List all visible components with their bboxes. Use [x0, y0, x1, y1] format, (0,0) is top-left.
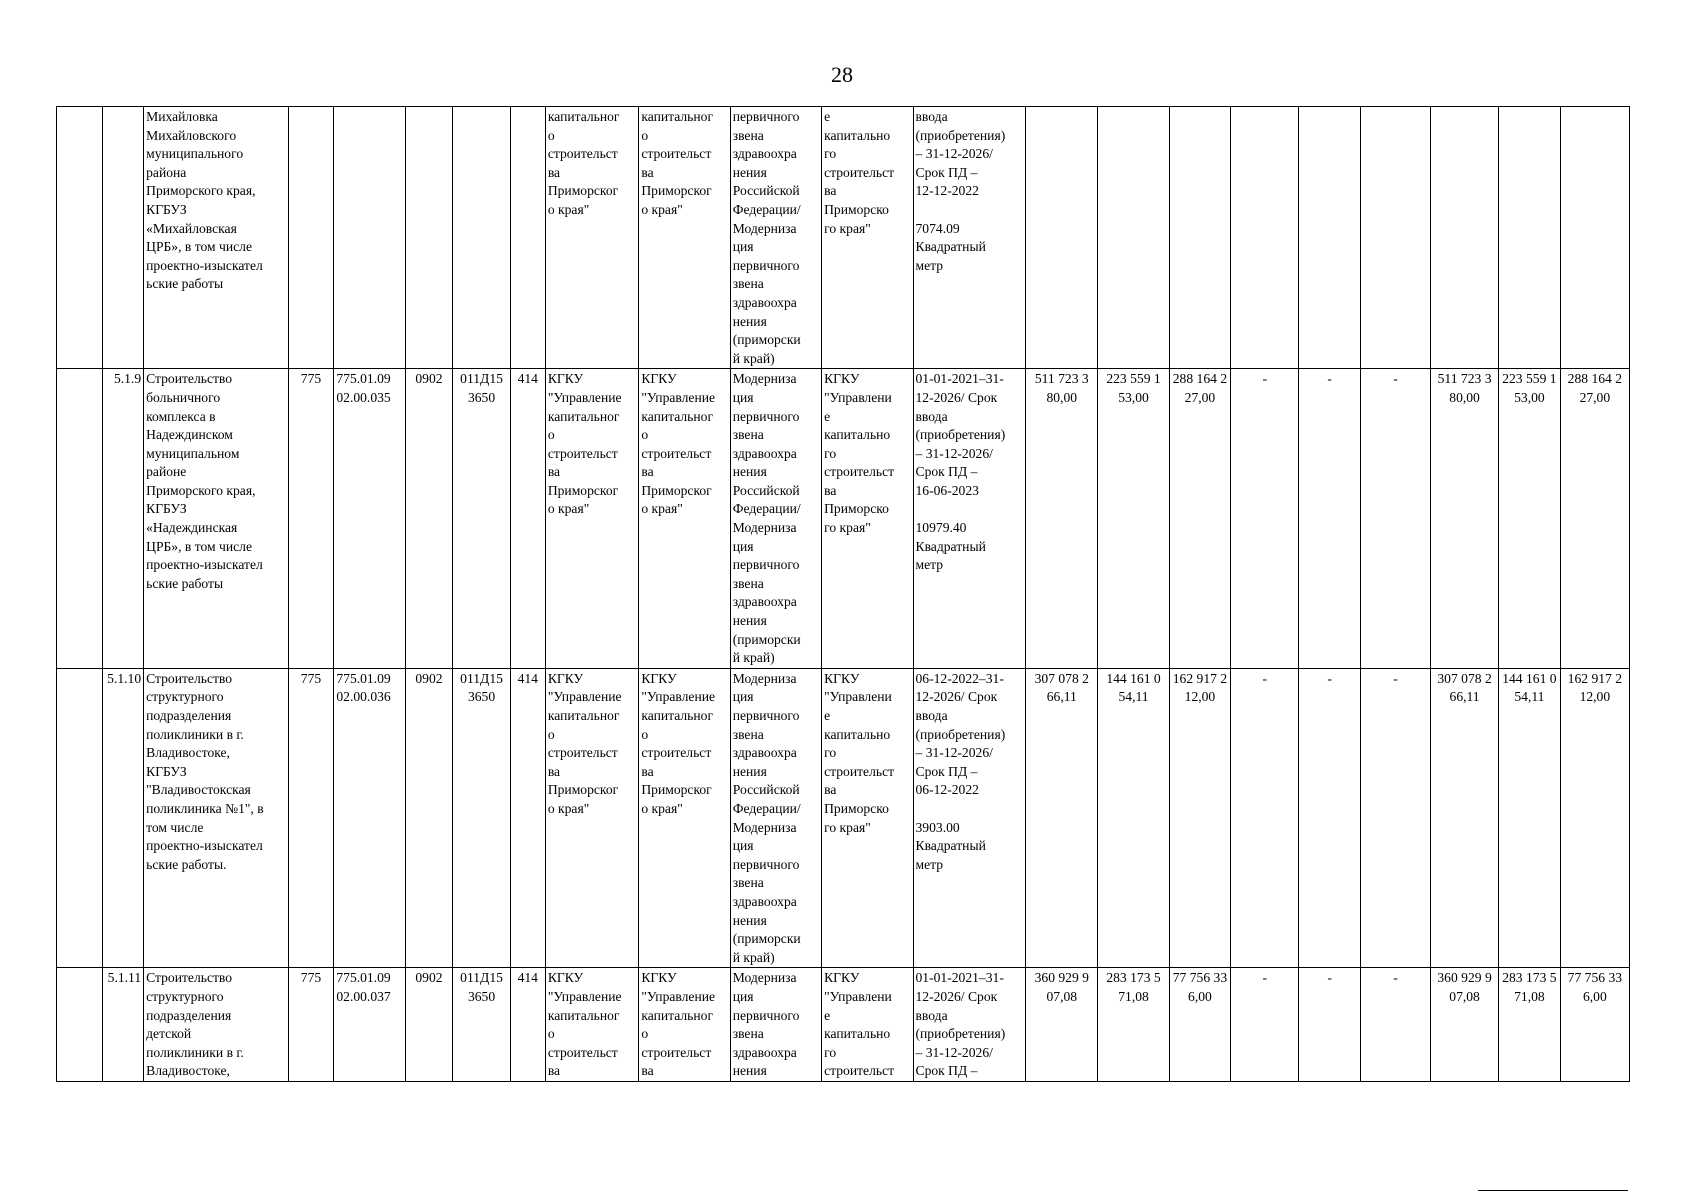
total-amount-cell: 360 929 9 07,08 — [1026, 968, 1098, 1082]
period-capacity-cell: 01-01-2021–31- 12-2026/ Срок ввода (приобретения) – 31-12-2026/ Срок ПД – 16-06-2023 10979.40 Квадратный метр — [913, 369, 1026, 669]
section-cell: 0902 — [405, 369, 453, 669]
regional-year2-cell: 288 164 2 27,00 — [1560, 369, 1629, 669]
grbs-cell: 775 — [288, 668, 334, 968]
table-row — [57, 369, 1630, 669]
regional-year1-cell: 223 559 1 53,00 — [1499, 369, 1561, 669]
period-capacity-cell: 01-01-2021–31- 12-2026/ Срок ввода (приобретения) – 31-12-2026/ Срок ПД – — [913, 968, 1026, 1082]
federal-total-cell: - — [1231, 668, 1299, 968]
builder-cell: КГКУ "Управлени е капитально го строительст — [822, 968, 913, 1082]
customer-cell: КГКУ "Управление капитальног о строительст ва — [545, 968, 639, 1082]
row-number-cell: 5.1.11 — [102, 968, 143, 1082]
customer-cell: капитальног о строительст ва Приморског о края" — [545, 107, 639, 369]
year2-amount-cell: 162 917 2 12,00 — [1169, 668, 1231, 968]
year1-amount-cell: 144 161 0 54,11 — [1098, 668, 1169, 968]
empty-lead-cell — [57, 369, 103, 669]
section-cell: 0902 — [405, 968, 453, 1082]
row-number-cell: 5.1.9 — [102, 369, 143, 669]
expense-type-cell: 414 — [510, 968, 545, 1082]
regional-year1-cell: 144 161 0 54,11 — [1499, 668, 1561, 968]
federal-year1-cell: - — [1299, 668, 1361, 968]
project-cell: Модерниза ция первичного звена здравоохра нения Российской Федерации/ Модерниза ция первичного звена здравоохра нения (приморски й край) — [730, 668, 821, 968]
page-number: 28 — [831, 62, 853, 87]
customer-cell: КГКУ "Управление капитальног о строительст ва Приморског о края" — [545, 369, 639, 669]
object-name-cell: Строительство структурного подразделения поликлиники в г. Владивостоке, КГБУЗ "Владивостокская поликлиника №1", в том числе проектно-изыскател ьские работы. — [144, 668, 289, 968]
year1-amount-cell — [1098, 107, 1169, 369]
section-cell: 0902 — [405, 668, 453, 968]
federal-year2-cell: - — [1360, 668, 1430, 968]
object-name-cell: Строительство структурного подразделения детской поликлиники в г. Владивостоке, — [144, 968, 289, 1082]
builder-cell: е капитально го строительст ва Приморско го края" — [822, 107, 913, 369]
builder-cell: КГКУ "Управлени е капитально го строительст ва Приморско го края" — [822, 668, 913, 968]
project-cell: Модерниза ция первичного звена здравоохра нения — [730, 968, 821, 1082]
federal-year2-cell: - — [1360, 968, 1430, 1082]
table-row — [57, 668, 1630, 968]
developer-cell: капитальног о строительст ва Приморског о края" — [639, 107, 730, 369]
grbs-cell: 775 — [288, 369, 334, 669]
total-amount-cell: 511 723 3 80,00 — [1026, 369, 1098, 669]
grbs-cell: 775 — [288, 968, 334, 1082]
row-number-cell: 5.1.10 — [102, 668, 143, 968]
object-name-cell: Михайловка Михайловского муниципального района Приморского края, КГБУЗ «Михайловская ЦРБ», в том числе проектно-изыскател ьские работы — [144, 107, 289, 369]
empty-lead-cell — [57, 968, 103, 1082]
object-code-cell — [334, 107, 405, 369]
year2-amount-cell: 288 164 2 27,00 — [1169, 369, 1231, 669]
total-amount-cell — [1026, 107, 1098, 369]
grbs-cell — [288, 107, 334, 369]
customer-cell: КГКУ "Управление капитальног о строительст ва Приморског о края" — [545, 668, 639, 968]
project-cell: первичного звена здравоохра нения Российской Федерации/ Модерниза ция первичного звена здравоохра нения (приморски й край) — [730, 107, 821, 369]
empty-lead-cell — [57, 107, 103, 369]
federal-total-cell: - — [1231, 369, 1299, 669]
federal-total-cell — [1231, 107, 1299, 369]
object-code-cell: 775.01.09 02.00.037 — [334, 968, 405, 1082]
project-cell: Модерниза ция первичного звена здравоохра нения Российской Федерации/ Модерниза ция первичного звена здравоохра нения (приморски й край) — [730, 369, 821, 669]
federal-year2-cell — [1360, 107, 1430, 369]
year2-amount-cell — [1169, 107, 1231, 369]
footer-rule — [1478, 1190, 1628, 1191]
row-number-cell — [102, 107, 143, 369]
period-capacity-cell: ввода (приобретения) – 31-12-2026/ Срок ПД – 12-12-2022 7074.09 Квадратный метр — [913, 107, 1026, 369]
year1-amount-cell: 283 173 5 71,08 — [1098, 968, 1169, 1082]
regional-total-cell: 307 078 2 66,11 — [1431, 668, 1499, 968]
expense-type-cell: 414 — [510, 369, 545, 669]
federal-total-cell: - — [1231, 968, 1299, 1082]
federal-year1-cell — [1299, 107, 1361, 369]
period-capacity-cell: 06-12-2022–31- 12-2026/ Срок ввода (приобретения) – 31-12-2026/ Срок ПД – 06-12-2022 3903.00 Квадратный метр — [913, 668, 1026, 968]
regional-year2-cell — [1560, 107, 1629, 369]
developer-cell: КГКУ "Управление капитальног о строительст ва — [639, 968, 730, 1082]
federal-year1-cell: - — [1299, 369, 1361, 669]
target-article-cell — [453, 107, 510, 369]
expense-type-cell: 414 — [510, 668, 545, 968]
empty-lead-cell — [57, 668, 103, 968]
regional-year2-cell: 77 756 33 6,00 — [1560, 968, 1629, 1082]
regional-total-cell: 360 929 9 07,08 — [1431, 968, 1499, 1082]
total-amount-cell: 307 078 2 66,11 — [1026, 668, 1098, 968]
object-code-cell: 775.01.09 02.00.036 — [334, 668, 405, 968]
federal-year2-cell: - — [1360, 369, 1430, 669]
regional-total-cell: 511 723 3 80,00 — [1431, 369, 1499, 669]
object-name-cell: Строительство больничного комплекса в Надеждинском муниципальном районе Приморского края, КГБУЗ «Надеждинская ЦРБ», в том числе проектно-изыскател ьские работы — [144, 369, 289, 669]
regional-year1-cell — [1499, 107, 1561, 369]
builder-cell: КГКУ "Управлени е капитально го строительст ва Приморско го края" — [822, 369, 913, 669]
year1-amount-cell: 223 559 1 53,00 — [1098, 369, 1169, 669]
target-article-cell: 011Д15 3650 — [453, 968, 510, 1082]
regional-year2-cell: 162 917 2 12,00 — [1560, 668, 1629, 968]
regional-total-cell — [1431, 107, 1499, 369]
section-cell — [405, 107, 453, 369]
target-article-cell: 011Д15 3650 — [453, 668, 510, 968]
target-article-cell: 011Д15 3650 — [453, 369, 510, 669]
object-code-cell: 775.01.09 02.00.035 — [334, 369, 405, 669]
developer-cell: КГКУ "Управление капитальног о строительст ва Приморског о края" — [639, 369, 730, 669]
developer-cell: КГКУ "Управление капитальног о строительст ва Приморског о края" — [639, 668, 730, 968]
federal-year1-cell: - — [1299, 968, 1361, 1082]
table-row — [57, 968, 1630, 1082]
year2-amount-cell: 77 756 33 6,00 — [1169, 968, 1231, 1082]
regional-year1-cell: 283 173 5 71,08 — [1499, 968, 1561, 1082]
expense-type-cell — [510, 107, 545, 369]
table-row — [57, 107, 1630, 369]
budget-table — [56, 106, 1630, 1082]
